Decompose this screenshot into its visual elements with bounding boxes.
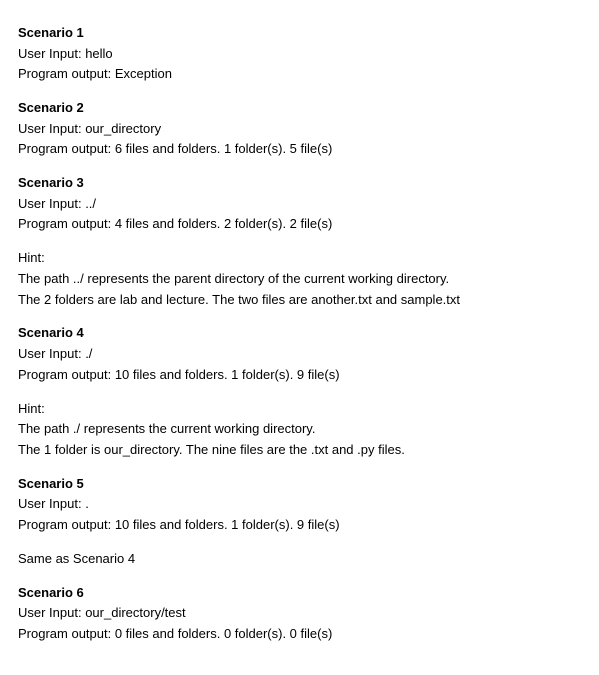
scenario-1-title: Scenario 1 [18, 25, 84, 40]
scenario-6-title: Scenario 6 [18, 585, 84, 600]
scenario-5-title: Scenario 5 [18, 476, 84, 491]
scenario-4-program-output: Program output: 10 files and folders. 1 folder(s). 9 file(s) [18, 367, 340, 382]
scenario-4-hint-line-2: The 1 folder is our_directory. The nine files are the .txt and .py files. [18, 442, 405, 457]
scenario-4-title: Scenario 4 [18, 325, 84, 340]
scenario-4-user-input: User Input: ./ [18, 346, 93, 361]
scenario-5-note: Same as Scenario 4 [18, 551, 136, 566]
scenario-3-hint-line-1: The path ../ represents the parent directory of the current working directory. [18, 271, 450, 286]
scenario-3-program-output: Program output: 4 files and folders. 2 folder(s). 2 file(s) [18, 216, 333, 231]
scenario-3-user-input: User Input: ../ [18, 196, 97, 211]
scenario-2-title: Scenario 2 [18, 100, 84, 115]
scenario-2-user-input: User Input: our_directory [18, 121, 162, 136]
scenario-2-program-output: Program output: 6 files and folders. 1 folder(s). 5 file(s) [18, 141, 333, 156]
scenario-3-hint-label: Hint: [18, 250, 45, 265]
scenario-3-title: Scenario 3 [18, 175, 84, 190]
scenario-5-user-input: User Input: . [18, 496, 89, 511]
scenario-1-user-input: User Input: hello [18, 46, 113, 61]
scenario-5-program-output: Program output: 10 files and folders. 1 folder(s). 9 file(s) [18, 517, 340, 532]
scenario-6-user-input: User Input: our_directory/test [18, 605, 186, 620]
scenario-4-hint-line-1: The path ./ represents the current working directory. [18, 421, 316, 436]
scenario-6-program-output: Program output: 0 files and folders. 0 folder(s). 0 file(s) [18, 626, 333, 641]
scenario-3-hint-line-2: The 2 folders are lab and lecture. The two files are another.txt and sample.txt [18, 292, 461, 307]
scenario-1-program-output: Program output: Exception [18, 66, 172, 81]
scenario-4-hint-label: Hint: [18, 401, 45, 416]
